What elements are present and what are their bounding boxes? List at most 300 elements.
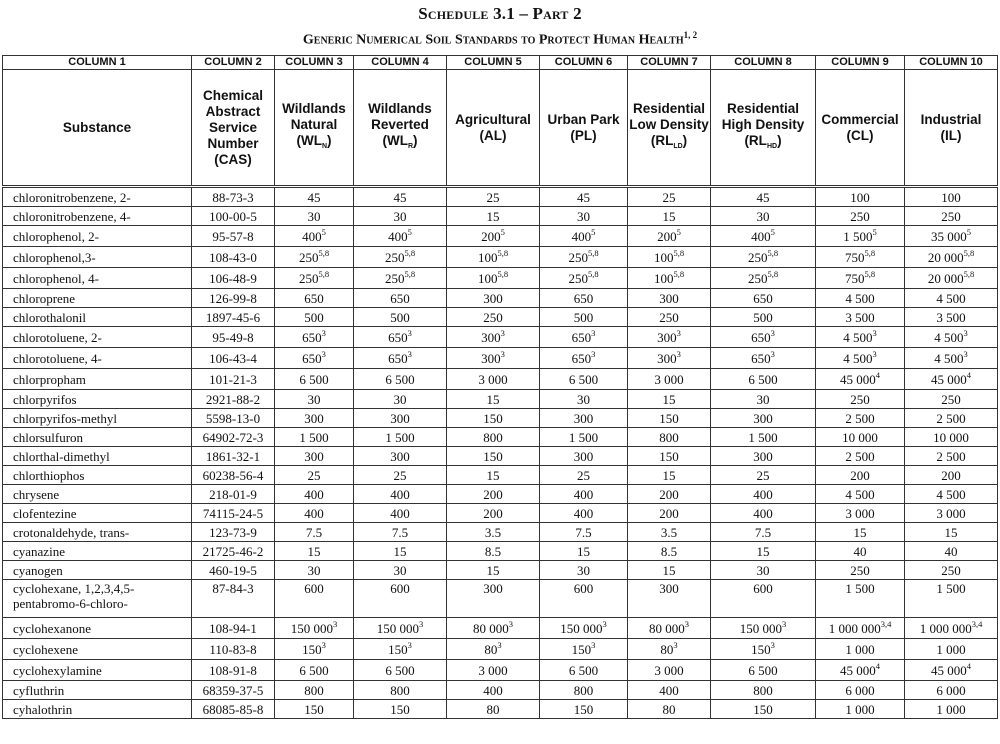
standard-value-cell [275, 289, 354, 308]
table-row [3, 226, 998, 247]
standard-value: 650 [304, 290, 324, 306]
table-row [3, 561, 998, 580]
footnote-ref: 3 [963, 348, 968, 359]
standard-value: 250 [568, 270, 588, 286]
column-header-abbr [816, 128, 904, 144]
standard-value: 650 [388, 350, 408, 366]
standard-value: 400 [753, 486, 773, 502]
footnote-ref: 3 [333, 618, 338, 629]
standard-value: 3.5 [660, 524, 678, 540]
standard-value-cell [628, 207, 711, 226]
standard-value-cell [540, 348, 628, 369]
standard-value: 150 000 [290, 620, 333, 636]
standard-value: 45 [307, 189, 321, 205]
standard-value-cell [447, 660, 540, 681]
standard-value-cell [275, 447, 354, 466]
column-header-abbr [711, 133, 815, 155]
standard-value-cell [275, 561, 354, 580]
cas-number: 87-84-3 [192, 580, 275, 618]
standard-value: 600 [304, 581, 324, 596]
standard-value-cell [354, 466, 447, 485]
substance-name: cyfluthrin [3, 681, 192, 700]
standard-value: 200 [659, 505, 679, 521]
footnote-ref: 5,8 [404, 268, 416, 279]
standard-value: 250 [298, 249, 319, 265]
standard-value-cell [275, 466, 354, 485]
standard-value: 800 [390, 682, 410, 698]
standard-value-cell [447, 428, 540, 447]
standard-value: 300 [573, 448, 594, 464]
abbr-text: (RL [744, 132, 767, 148]
standard-value: 300 [304, 448, 324, 464]
standard-value-cell [447, 187, 540, 207]
footnote-ref: 5,8 [864, 268, 876, 279]
table-row [3, 523, 998, 542]
standard-value-cell [447, 485, 540, 504]
standard-value: 250 [747, 249, 768, 265]
substance-name: chlorotoluene, 4- [3, 348, 192, 369]
standard-value: 150 000 [560, 620, 603, 636]
standard-value: 150 [753, 701, 773, 717]
footnote-ref: 5,8 [587, 268, 599, 279]
abbr-subscript: N [321, 142, 328, 150]
standard-value: 6 500 [385, 371, 415, 387]
cas-number: 88-73-3 [192, 187, 275, 207]
standard-value: 3 000 [478, 371, 508, 387]
standard-value: 150 [573, 701, 594, 717]
standard-value: 100 [653, 249, 674, 265]
standard-value: 3.5 [484, 524, 502, 540]
standard-value: 2 500 [845, 448, 875, 464]
standard-value-cell [447, 247, 540, 268]
standard-value: 750 [844, 270, 865, 286]
standard-value: 200 [481, 228, 501, 244]
standard-value-cell [275, 390, 354, 409]
standard-value: 6 500 [568, 371, 599, 387]
footnote-ref: 5,8 [767, 247, 779, 258]
standard-value: 650 [390, 290, 410, 306]
standard-value: 150 [483, 410, 503, 426]
standard-value: 150 [571, 641, 592, 657]
standard-value-cell [540, 187, 628, 207]
standard-value-cell [540, 700, 628, 719]
standard-value-cell [447, 268, 540, 289]
standard-value: 4 500 [936, 486, 966, 502]
standard-value-cell [540, 681, 628, 700]
standard-value-cell [905, 247, 998, 268]
document-title: Schedule 3.1 – Part 2 [418, 4, 582, 23]
footnote-ref: 5 [676, 226, 681, 237]
column-number-3: COLUMN 3 [275, 56, 354, 70]
standard-value: 300 [657, 350, 677, 366]
standard-value: 400 [388, 228, 408, 244]
standard-value: 15 [486, 467, 500, 483]
footnote-ref: 3 [321, 639, 326, 650]
standard-value: 25 [307, 467, 321, 483]
standard-value: 25 [756, 467, 770, 483]
standard-value: 400 [753, 505, 773, 521]
column-header-abbr [275, 133, 353, 155]
column-header-label: Wildlands Reverted [368, 100, 432, 132]
standard-value-cell [711, 348, 816, 369]
standard-value-cell [711, 447, 816, 466]
standard-value-cell [711, 639, 816, 660]
standard-value-cell [540, 327, 628, 348]
column-header-6 [540, 70, 628, 187]
standard-value-cell [816, 681, 905, 700]
substance-name: chlorophenol,3- [3, 247, 192, 268]
standard-value: 200 [483, 486, 503, 502]
standard-value-cell [447, 289, 540, 308]
cas-number: 106-43-4 [192, 348, 275, 369]
cas-number: 123-73-9 [192, 523, 275, 542]
standard-value: 7.5 [754, 524, 772, 540]
footnote-ref: 5 [591, 226, 596, 237]
standard-value: 7.5 [305, 524, 323, 540]
standard-value: 400 [304, 486, 324, 502]
column-header-label: Commercial [821, 111, 899, 127]
standard-value: 8.5 [484, 543, 502, 559]
standard-value: 150 [659, 410, 679, 426]
standard-value-cell [540, 523, 628, 542]
footnote-ref: 3 [782, 618, 787, 629]
table-row [3, 247, 998, 268]
standard-value-cell [816, 542, 905, 561]
standard-value-cell [447, 700, 540, 719]
standard-value-cell [354, 428, 447, 447]
column-header-abbr [447, 128, 539, 144]
column-header-2 [192, 70, 275, 187]
standard-value-cell [540, 390, 628, 409]
standard-value-cell [711, 660, 816, 681]
standard-value: 650 [573, 290, 594, 306]
cas-number: 110-83-8 [192, 639, 275, 660]
standard-value-cell [711, 681, 816, 700]
standard-value-cell [711, 187, 816, 207]
standard-value: 4 500 [934, 350, 964, 366]
abbr-text: (CAS) [214, 151, 252, 167]
column-header-label: Industrial [920, 111, 982, 127]
standard-value: 400 [573, 486, 594, 502]
standard-value-cell [354, 187, 447, 207]
standard-value: 15 [662, 467, 676, 483]
footnote-ref: 3 [500, 327, 505, 338]
substance-name: chlorotoluene, 2- [3, 327, 192, 348]
standard-value-cell [628, 561, 711, 580]
standard-value: 4 500 [845, 290, 875, 306]
footnote-ref: 3 [407, 348, 412, 359]
standard-value-cell [905, 466, 998, 485]
table-row [3, 327, 998, 348]
cas-number: 2921-88-2 [192, 390, 275, 409]
standard-value-cell [275, 580, 354, 618]
table-row [3, 268, 998, 289]
standard-value-cell [275, 523, 354, 542]
cas-number: 126-99-8 [192, 289, 275, 308]
standard-value-cell [540, 308, 628, 327]
standard-value: 35 000 [931, 228, 967, 244]
standard-value: 1 000 [936, 701, 966, 717]
column-header-abbr [905, 128, 997, 144]
column-header-4 [354, 70, 447, 187]
standard-value: 15 [756, 543, 770, 559]
standard-value-cell [354, 485, 447, 504]
abbr-text: (WL [382, 132, 408, 148]
footnote-ref: 3 [407, 639, 412, 650]
footnote-ref: 3 [770, 639, 775, 650]
standard-value: 45 000 [840, 371, 876, 387]
standard-value: 30 [393, 562, 407, 578]
standard-value: 150 [388, 641, 408, 657]
column-header-label: Residential Low Density [629, 100, 709, 132]
standard-value: 40 [944, 543, 958, 559]
standard-value-cell [711, 618, 816, 639]
cas-number: 218-01-9 [192, 485, 275, 504]
standard-value-cell [711, 369, 816, 390]
standard-value-cell [905, 409, 998, 428]
standard-value-cell [628, 681, 711, 700]
standard-value-cell [628, 348, 711, 369]
footnote-ref: 3 [591, 348, 596, 359]
standard-value-cell [816, 268, 905, 289]
table-row [3, 289, 998, 308]
standard-value-cell [447, 681, 540, 700]
standard-value: 500 [390, 309, 410, 325]
standard-value-cell [275, 428, 354, 447]
cas-number: 64902-72-3 [192, 428, 275, 447]
standard-value-cell [540, 207, 628, 226]
standard-value-cell [275, 409, 354, 428]
standard-value-cell [816, 580, 905, 618]
standard-value: 300 [659, 581, 679, 596]
footnote-ref: 5 [407, 226, 412, 237]
standard-value: 150 [659, 448, 679, 464]
standard-value: 200 [850, 467, 870, 483]
standard-value: 400 [659, 682, 679, 698]
standard-value-cell [905, 327, 998, 348]
standard-value: 30 [577, 208, 590, 224]
standard-value-cell [711, 207, 816, 226]
standard-value-cell [447, 327, 540, 348]
standard-value-cell [540, 247, 628, 268]
standard-value: 250 [483, 309, 503, 325]
footnote-ref: 4 [966, 660, 971, 671]
cas-number: 108-91-8 [192, 660, 275, 681]
standard-value-cell [354, 447, 447, 466]
standard-value: 15 [393, 543, 407, 559]
standard-value-cell [447, 369, 540, 390]
standard-value: 300 [481, 350, 501, 366]
table-row [3, 466, 998, 485]
substance-name: chlorthiophos [3, 466, 192, 485]
standard-value-cell [905, 561, 998, 580]
standard-value-cell [905, 226, 998, 247]
footnote-ref: 4 [875, 369, 880, 380]
standard-value: 150 [302, 641, 322, 657]
standard-value: 1 000 000 [828, 620, 881, 636]
standard-value: 800 [753, 682, 773, 698]
standard-value: 650 [753, 290, 773, 306]
standard-value: 15 [662, 208, 676, 224]
standard-value: 800 [304, 682, 324, 698]
table-row [3, 409, 998, 428]
standard-value: 25 [393, 467, 407, 483]
column-header-abbr [628, 133, 710, 155]
standard-value-cell [275, 700, 354, 719]
standard-value: 300 [390, 410, 410, 426]
standard-value-cell [628, 660, 711, 681]
standard-value: 600 [390, 581, 410, 596]
standard-value: 30 [756, 208, 770, 224]
column-header-abbr [192, 152, 274, 168]
standard-value: 800 [659, 429, 679, 445]
column-header-label: Residential High Density [721, 100, 805, 132]
footnote-ref: 5,8 [864, 247, 876, 258]
standard-value: 400 [304, 505, 324, 521]
standard-value-cell [447, 226, 540, 247]
column-header-abbr [354, 133, 446, 155]
standard-value-cell [447, 618, 540, 639]
standard-value-cell [711, 542, 816, 561]
standard-value-cell [540, 561, 628, 580]
standard-value: 6 500 [299, 662, 329, 678]
footnote-ref: 5,8 [673, 247, 685, 258]
standard-value: 80 [662, 701, 676, 717]
standard-value: 7.5 [575, 524, 592, 540]
standard-value-cell [628, 390, 711, 409]
standard-value: 80 [484, 641, 498, 657]
standard-value: 600 [573, 581, 594, 596]
standard-value-cell [275, 268, 354, 289]
standard-value: 250 [941, 208, 961, 224]
standard-value: 45 [393, 189, 407, 205]
standard-value-cell [628, 247, 711, 268]
standard-value: 6 000 [845, 682, 875, 698]
standard-value-cell [711, 247, 816, 268]
standard-value-cell [354, 580, 447, 618]
standard-value-cell [816, 428, 905, 447]
standard-value-cell [628, 618, 711, 639]
standard-value-cell [354, 618, 447, 639]
footnote-ref: 3 [407, 327, 412, 338]
substance-name: chlorsulfuron [3, 428, 192, 447]
document-subtitle [0, 30, 1000, 49]
standard-value-cell [628, 504, 711, 523]
standard-value-cell [540, 504, 628, 523]
column-header-1 [3, 70, 192, 187]
standard-value-cell [905, 542, 998, 561]
substance-name: cyclohexanone [3, 618, 192, 639]
standard-value-cell [816, 639, 905, 660]
substance-name: chlorpyrifos-methyl [3, 409, 192, 428]
footnote-ref: 3 [591, 639, 596, 650]
cas-number: 100-00-5 [192, 207, 275, 226]
standard-value: 1 500 [568, 429, 599, 445]
standard-value-cell [447, 390, 540, 409]
substance-name: chlorpyrifos [3, 390, 192, 409]
standard-value-cell [816, 289, 905, 308]
standard-value-cell [628, 268, 711, 289]
standard-value-cell [354, 523, 447, 542]
standard-value: 20 000 [927, 270, 964, 286]
standard-value: 2 500 [936, 448, 966, 464]
standard-value-cell [447, 409, 540, 428]
column-number-8: COLUMN 8 [711, 56, 816, 70]
standard-value-cell [816, 700, 905, 719]
standard-value: 40 [853, 543, 867, 559]
substance-name: cyclohexene [3, 639, 192, 660]
table-row [3, 639, 998, 660]
standard-value: 3 000 [936, 505, 966, 521]
standard-value-cell [711, 466, 816, 485]
substance-name: cyclohexylamine [3, 660, 192, 681]
table-row [3, 681, 998, 700]
standard-value: 650 [302, 350, 322, 366]
standard-value-cell [628, 580, 711, 618]
standard-value: 250 [298, 270, 319, 286]
standard-value-cell [711, 390, 816, 409]
standard-value: 800 [573, 682, 594, 698]
substance-name: chlorthal-dimethyl [3, 447, 192, 466]
cas-number: 108-94-1 [192, 618, 275, 639]
standard-value: 10 000 [842, 429, 878, 445]
abbr-subscript: HD [766, 142, 778, 150]
standard-value: 80 000 [649, 620, 685, 636]
column-number-1: COLUMN 1 [3, 56, 192, 70]
standard-value: 100 [653, 270, 674, 286]
standard-value-cell [905, 639, 998, 660]
standard-value: 15 [486, 391, 500, 407]
standard-value-cell [354, 308, 447, 327]
column-number-10: COLUMN 10 [905, 56, 998, 70]
standard-value-cell [275, 618, 354, 639]
standard-value: 650 [302, 329, 322, 345]
footnote-ref: 5 [872, 226, 877, 237]
footnote-ref: 3,4 [880, 618, 892, 629]
standard-value-cell [628, 523, 711, 542]
standard-value-cell [711, 523, 816, 542]
footnote-ref: 3 [673, 639, 678, 650]
standard-value: 2 500 [845, 410, 875, 426]
substance-name: chloronitrobenzene, 2- [3, 187, 192, 207]
cas-number: 95-49-8 [192, 327, 275, 348]
substance-name: chloronitrobenzene, 4- [3, 207, 192, 226]
footnote-ref: 3 [872, 348, 877, 359]
standard-value: 15 [662, 562, 676, 578]
column-header-abbr [540, 128, 627, 144]
abbr-text: (PL) [570, 127, 597, 143]
standard-value-cell [816, 226, 905, 247]
standard-value-cell [540, 660, 628, 681]
table-row [3, 504, 998, 523]
standard-value-cell [447, 348, 540, 369]
standard-value: 250 [941, 391, 961, 407]
standard-value: 30 [307, 208, 321, 224]
cas-number: 60238-56-4 [192, 466, 275, 485]
standard-value: 1 500 [845, 581, 875, 596]
standard-value: 100 [941, 189, 961, 205]
standard-value: 15 [307, 543, 321, 559]
cas-number: 5598-13-0 [192, 409, 275, 428]
standard-value-cell [275, 369, 354, 390]
standard-value: 30 [756, 391, 770, 407]
standard-value: 6 500 [748, 371, 778, 387]
standard-value-cell [354, 390, 447, 409]
standard-value-cell [354, 348, 447, 369]
standard-value-cell [628, 409, 711, 428]
standard-value-cell [354, 660, 447, 681]
standard-value: 80 [660, 641, 674, 657]
